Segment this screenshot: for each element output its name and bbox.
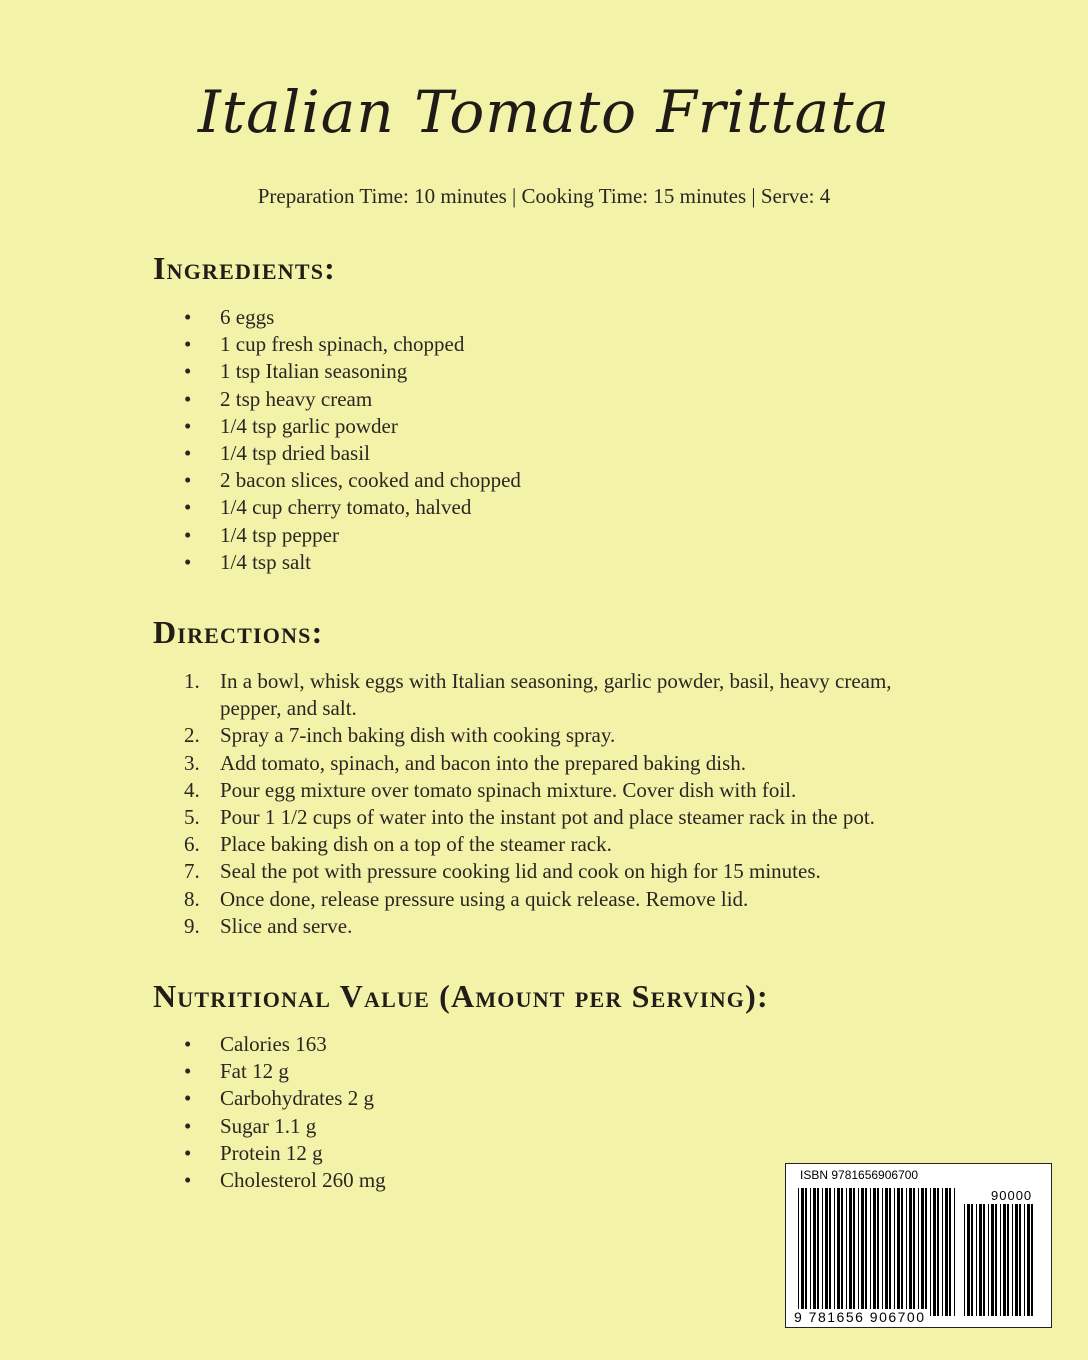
recipe-title: Italian Tomato Frittata (197, 78, 891, 146)
barcode-bar (817, 1188, 819, 1316)
ingredients-heading: Ingredients: (153, 250, 336, 286)
barcode-bar (1015, 1204, 1018, 1316)
step-number: 2. (184, 723, 200, 748)
barcode-bar (937, 1188, 939, 1316)
barcode-bar (834, 1188, 835, 1316)
barcode-bar (979, 1204, 982, 1316)
barcode-bar (925, 1188, 927, 1316)
barcode-bars (798, 1188, 960, 1316)
barcode-bar (877, 1188, 879, 1316)
barcode-bar (1019, 1204, 1021, 1316)
ingredient-item: • 1 tsp Italian seasoning (184, 358, 521, 385)
ingredient-item: • 6 eggs (184, 304, 521, 331)
barcode-bar (894, 1188, 895, 1316)
step-number: 3. (184, 750, 200, 775)
barcode-bar (995, 1204, 997, 1316)
barcode-bar (841, 1188, 843, 1316)
step-number: 4. (184, 777, 200, 802)
ingredient-item: • 1/4 tsp dried basil (184, 440, 521, 467)
barcode-bar (853, 1188, 855, 1316)
barcode-bar (954, 1188, 955, 1316)
step-text: Place baking dish on a top of the steamer rack. (220, 832, 612, 857)
barcode-bar (1024, 1204, 1025, 1316)
step-text: Spray a 7-inch baking dish with cooking spray. (220, 723, 616, 748)
nutrition-item: • Sugar 1.1 g (184, 1113, 386, 1140)
ingredient-item: • 2 tsp heavy cream (184, 386, 521, 413)
barcode-bar (909, 1188, 912, 1316)
barcode-bar (837, 1188, 840, 1316)
direction-step (184, 668, 944, 722)
barcode-bar (930, 1188, 931, 1316)
barcode-bar (870, 1188, 871, 1316)
direction-step (184, 777, 944, 804)
barcode-bar (949, 1188, 951, 1316)
barcode-bar (825, 1188, 828, 1316)
barcode-bar (901, 1188, 903, 1316)
directions-heading: Directions: (153, 614, 324, 650)
nutrition-item: • Protein 12 g (184, 1140, 386, 1167)
step-text: Pour 1 1/2 cups of water into the instant pot and place steamer rack in the pot. (220, 805, 875, 830)
direction-step (184, 804, 944, 831)
ingredient-item: • 1/4 tsp salt (184, 549, 521, 576)
step-text: Seal the pot with pressure cooking lid and cook on high for 15 minutes. (220, 859, 821, 884)
barcode-bar (858, 1188, 859, 1316)
barcode-bar (971, 1204, 973, 1316)
barcode-addon-bars (964, 1204, 1039, 1316)
barcode-bar (846, 1188, 847, 1316)
ingredient-item: • 1/4 cup cherry tomato, halved (184, 494, 521, 521)
barcode-bar (967, 1204, 970, 1316)
step-text: Add tomato, spinach, and bacon into the prepared baking dish. (220, 750, 747, 775)
barcode-bar (1031, 1204, 1033, 1316)
barcode-bar (813, 1188, 816, 1316)
barcode-bar (913, 1188, 915, 1316)
ingredient-item: • 2 bacon slices, cooked and chopped (184, 467, 521, 494)
barcode-bar (933, 1188, 936, 1316)
barcode-bar (801, 1188, 804, 1316)
nutrition-item: • Calories 163 (184, 1031, 386, 1058)
nutrition-item: • Carbohydrates 2 g (184, 1085, 386, 1112)
ingredient-item: • 1/4 tsp pepper (184, 522, 521, 549)
barcode-bar (1003, 1204, 1006, 1316)
barcode-bar (945, 1188, 948, 1316)
barcode-bar (976, 1204, 977, 1316)
barcode-bar (918, 1188, 919, 1316)
barcode-bar (865, 1188, 867, 1316)
barcode-bar (861, 1188, 864, 1316)
isbn-barcode (785, 1163, 1052, 1328)
nutrition-item: • Cholesterol 260 mg (184, 1167, 386, 1194)
step-number: 8. (184, 886, 200, 911)
barcode-bar (906, 1188, 907, 1316)
step-text: Pour egg mixture over tomato spinach mixture. Cover dish with foil. (220, 777, 797, 802)
barcode-bar (983, 1204, 985, 1316)
barcode-addon-number: 90000 (991, 1188, 1033, 1203)
step-text: Slice and serve. (220, 913, 353, 938)
barcode-bar (988, 1204, 989, 1316)
barcode-bar (822, 1188, 823, 1316)
nutrition-list (184, 1031, 386, 1194)
barcode-bar (1000, 1204, 1001, 1316)
barcode-bar (1027, 1204, 1030, 1316)
barcode-bar (882, 1188, 883, 1316)
ingredient-item: • 1 cup fresh spinach, chopped (184, 331, 521, 358)
recipe-meta: Preparation Time: 10 minutes | Cooking Time: 15 minutes | Serve: 4 (257, 184, 831, 208)
barcode-bar (798, 1188, 799, 1316)
barcode-bar (942, 1188, 943, 1316)
direction-step (184, 886, 944, 913)
barcode-digits: 9 781656 906700 (794, 1309, 926, 1325)
barcode-bar (810, 1188, 811, 1316)
step-number: 5. (184, 805, 200, 830)
isbn-label: ISBN 9781656906700 (800, 1168, 919, 1182)
barcode-bar (897, 1188, 900, 1316)
barcode-bar (885, 1188, 888, 1316)
step-text: In a bowl, whisk eggs with Italian seasoning, garlic powder, basil, heavy cream, pepper, and salt. (220, 669, 892, 721)
barcode-bar (921, 1188, 924, 1316)
barcode-bar (889, 1188, 891, 1316)
step-text: Once done, release pressure using a quick release. Remove lid. (220, 886, 749, 911)
ingredients-list (184, 304, 521, 576)
barcode-bar (1007, 1204, 1009, 1316)
direction-step (184, 831, 944, 858)
nutrition-item: • Fat 12 g (184, 1058, 386, 1085)
barcode-bar (873, 1188, 876, 1316)
barcode-bar (805, 1188, 807, 1316)
step-number: 1. (184, 669, 200, 693)
step-number: 6. (184, 832, 200, 857)
direction-step (184, 858, 944, 885)
nutrition-heading: Nutritional Value (Amount per Serving): (153, 978, 769, 1014)
barcode-bar (964, 1204, 965, 1316)
direction-step (184, 913, 944, 940)
barcode-bar (829, 1188, 831, 1316)
ingredient-item: • 1/4 tsp garlic powder (184, 413, 521, 440)
barcode-bar (991, 1204, 994, 1316)
direction-step (184, 722, 944, 749)
barcode-bar (1012, 1204, 1013, 1316)
step-number: 9. (184, 913, 200, 938)
directions-list (184, 668, 944, 940)
step-number: 7. (184, 859, 200, 884)
direction-step (184, 750, 944, 777)
barcode-bar (849, 1188, 852, 1316)
